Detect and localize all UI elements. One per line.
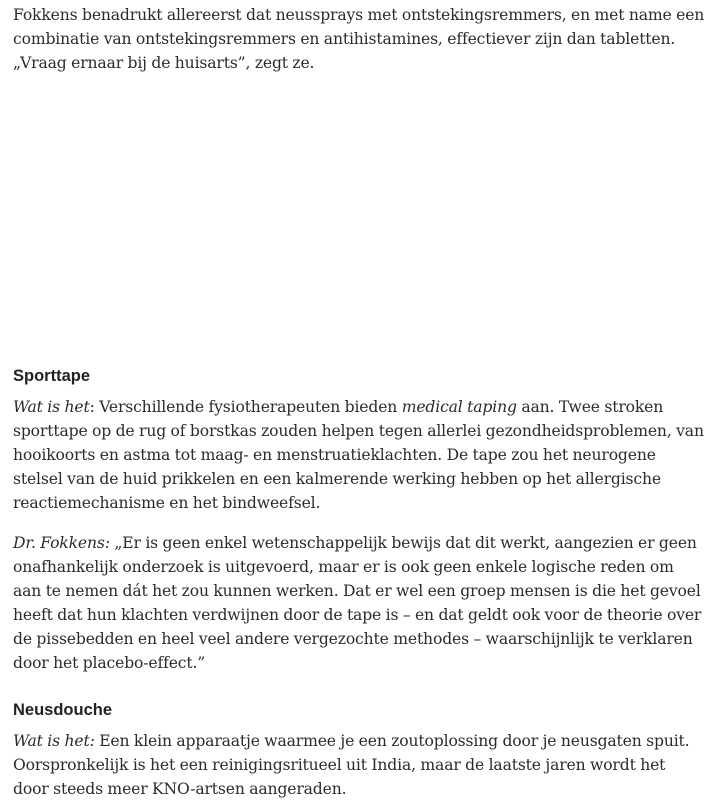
- neusdouche-what-text: Een klein apparaatje waarmee je een zoutoplossing door je neusgaten spuit. Oorspronkelijk is het een reinigingsritueel uit India, maar de laatste jaren wordt het door steeds meer KNO-artsen aangeraden.: [13, 732, 690, 798]
- sporttape-what-colon: : Verschillende fysiotherapeuten bieden: [89, 398, 402, 416]
- sporttape-quote-text: „Er is geen enkel wetenschappelijk bewijs dat dit werkt, aangezien er geen onafhankelijk onderzoek is uitgevoerd, maar er is ook geen enkele logische reden om aan te nemen dát het zou kunnen werken. Dat er wel een groep mensen is die het gevoel heeft dat hun klachten verdwijnen door de tape is – en dat geldt ook voor de theorie over de pissebedden en heel veel andere vergezochte methodes – waarschijnlijk te verklaren door het placebo-effect.”: [13, 534, 702, 672]
- intro-text: Fokkens benadrukt allereerst dat neussprays met ontstekingsremmers, en met name een combinatie van ontstekingsremmers en antihistamines, effectiever zijn dan tabletten. „Vraag ernaar bij de huisarts”, zegt ze.: [13, 6, 705, 72]
- ad-placeholder: [13, 90, 705, 352]
- sporttape-what-label: Wat is het: [13, 398, 90, 416]
- sporttape-medical-taping: medical taping: [401, 398, 517, 416]
- neusdouche-heading: Neusdouche: [13, 701, 113, 719]
- neusdouche-what-label: Wat is het:: [13, 732, 95, 750]
- sporttape-quote: [13, 531, 705, 675]
- sporttape-heading: Sporttape: [13, 367, 91, 385]
- intro-paragraph: [13, 3, 705, 75]
- sporttape-description: [13, 395, 705, 515]
- neusdouche-description: [13, 729, 705, 801]
- sporttape-what-text: aan. Twee stroken sporttape op de rug of borstkas zouden helpen tegen allerlei gezondheidsproblemen, van hooikoorts en astma tot maag- en menstruatieklachten. De tape zou het neurogene stelsel van de huid prikkelen en een kalmerende werking hebben op het allergische reactiemechanisme en het bindweefsel.: [13, 398, 704, 512]
- sporttape-quote-label: Dr. Fokkens:: [13, 534, 110, 552]
